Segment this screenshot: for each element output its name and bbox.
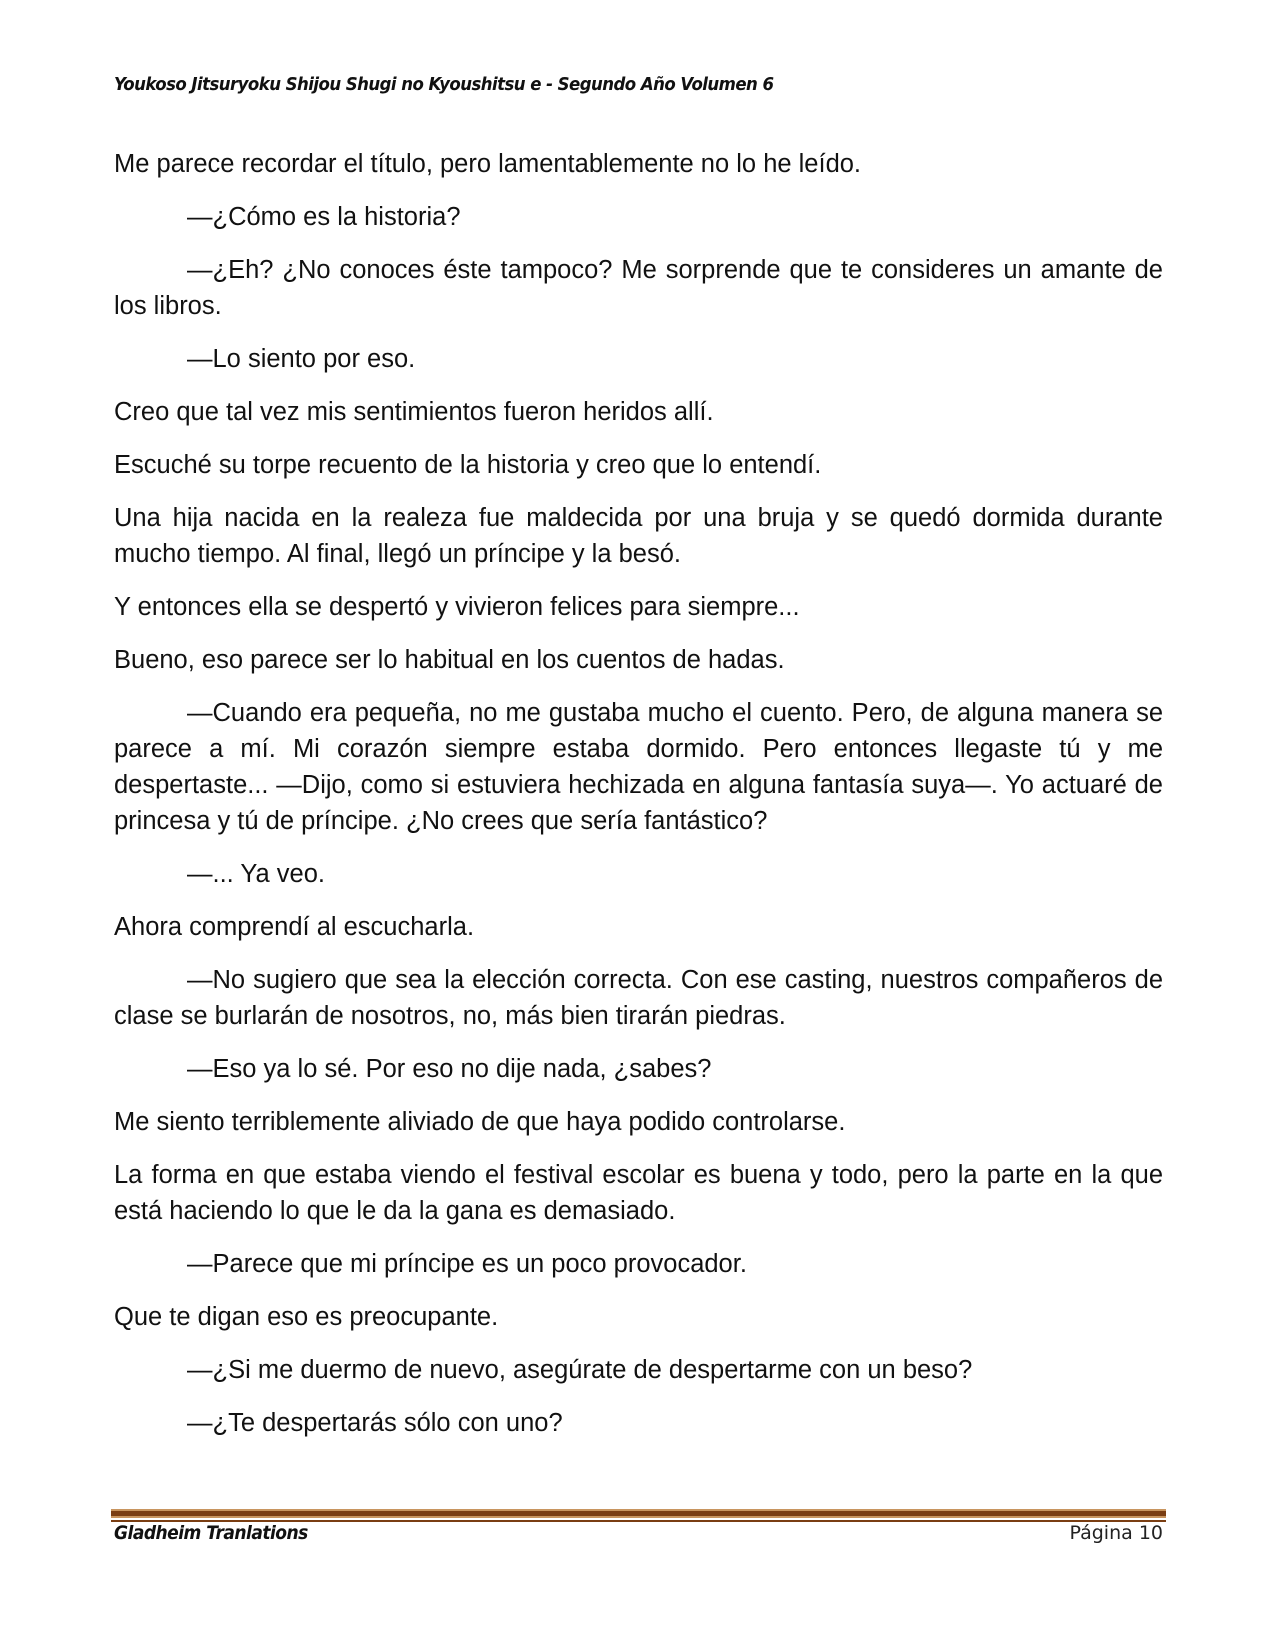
footer-publisher: Gladheim Tranlations	[114, 1522, 308, 1544]
footer-divider	[111, 1509, 1166, 1518]
paragraph: Que te digan eso es preocupante.	[114, 1303, 499, 1331]
paragraph: Creo que tal vez mis sentimientos fueron heridos allí.	[114, 398, 714, 426]
paragraph: —¿Eh? ¿No conoces éste tampoco? Me sorprende que te consideres un amante de los libros.	[114, 256, 1163, 320]
paragraph: Una hija nacida en la realeza fue maldecida por una bruja y se quedó dormida durante mucho tiempo. Al final, llegó un príncipe y la besó.	[114, 504, 1163, 568]
page-number	[1069, 1522, 1163, 1544]
paragraph: —Parece que mi príncipe es un poco provocador.	[187, 1250, 747, 1278]
page-label: Página	[1069, 1522, 1133, 1544]
page-number-value: 10	[1138, 1522, 1163, 1544]
document-body	[114, 146, 1163, 1458]
paragraph: —¿Si me duermo de nuevo, asegúrate de despertarme con un beso?	[187, 1356, 973, 1384]
paragraph: Escuché su torpe recuento de la historia y creo que lo entendí.	[114, 451, 822, 479]
paragraph: Me siento terriblemente aliviado de que haya podido controlarse.	[114, 1108, 846, 1136]
paragraph: Me parece recordar el título, pero lamentablemente no lo he leído.	[114, 150, 862, 178]
paragraph: —¿Cómo es la historia?	[187, 203, 461, 231]
paragraph: —Lo siento por eso.	[187, 345, 416, 373]
running-header: Youkoso Jitsuryoku Shijou Shugi no Kyoushitsu e - Segundo Año Volumen 6	[114, 74, 774, 95]
paragraph: —... Ya veo.	[187, 860, 325, 888]
paragraph: La forma en que estaba viendo el festival escolar es buena y todo, pero la parte en la que está haciendo lo que le da la gana es demasiado.	[114, 1161, 1163, 1225]
paragraph: Ahora comprendí al escucharla.	[114, 913, 475, 941]
paragraph: —No sugiero que sea la elección correcta. Con ese casting, nuestros compañeros de clase se burlarán de nosotros, no, más bien tirarán piedras.	[114, 966, 1163, 1030]
paragraph: Y entonces ella se despertó y vivieron felices para siempre...	[114, 593, 800, 621]
paragraph: —Eso ya lo sé. Por eso no dije nada, ¿sabes?	[187, 1055, 712, 1083]
paragraph: —Cuando era pequeña, no me gustaba mucho el cuento. Pero, de alguna manera se parece a mí. Mi corazón siempre estaba dormido. Pero entonces llegaste tú y me despertaste... —Dijo, como si estuviera hechizada en alguna fantasía suya—. Yo actuaré de princesa y tú de príncipe. ¿No crees que sería fantástico?	[114, 699, 1163, 835]
paragraph: —¿Te despertarás sólo con uno?	[187, 1409, 563, 1437]
paragraph: Bueno, eso parece ser lo habitual en los cuentos de hadas.	[114, 646, 785, 674]
